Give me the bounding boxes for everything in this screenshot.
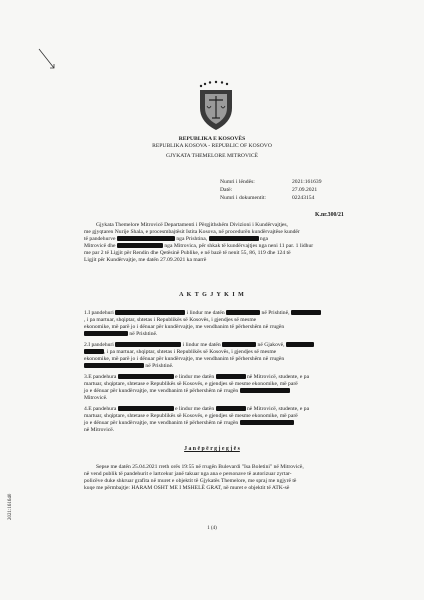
redaction-bar (117, 243, 163, 248)
accused-text: në Prishtinë. (145, 363, 174, 369)
case-number: K.nr.300/21 (315, 212, 344, 218)
accused-text: në Mitrovicë. (84, 427, 115, 433)
accused-text: ekonomike, më parë jo i dënuar për kundërvajtje, me vendbanim të përhershëm në rrugën (84, 324, 285, 330)
body-paragraph (84, 464, 344, 492)
redaction-bar (115, 342, 181, 347)
accused-label: 1.I pandehuri (84, 310, 114, 316)
meta-value: 02243154 (292, 195, 315, 201)
accused-text: në Prishtinë. (129, 331, 158, 337)
page-number: 1 (4) (207, 526, 217, 531)
guilty-title: J a n ë p ë r g j e g j ë s (184, 446, 240, 452)
accused-text: jo e dënuar për kundërvajtje, me vendbanim të përhershëm në rrugën (84, 388, 239, 394)
intro-line (84, 243, 344, 250)
redaction-bar (240, 388, 290, 393)
meta-value: 27.09.2021 (292, 187, 318, 193)
country-multilingual: REPUBLIKA KOSOVA - REPUBLIC OF KOSOVO (152, 143, 272, 149)
accused-text: martuar, shqiptare, shtetase e Republikës së Kosovës, e gjendjes së mesme ekonomike, më parë (84, 381, 298, 387)
intro-line (84, 236, 344, 243)
accused-text: në Prishtinë, (261, 310, 290, 316)
meta-value: 2021:161639 (292, 179, 322, 185)
accused-text: ekonomike, më parë jo i dënuar për kundërvajtje, me vendbanim të përhershëm në rrugën (84, 356, 285, 362)
redaction-bar (216, 406, 246, 411)
accused-text: i lindur me datën (182, 342, 221, 348)
redaction-bar (84, 349, 104, 354)
accused-entry (84, 374, 344, 402)
accused-text: i lindur me datën (186, 310, 225, 316)
body-line: Sepse me datën 25.04.2021 rreth orës 19:55 në rrugën Bulevardi "Isa Boletini" në Mitrovicë, (96, 464, 304, 470)
accused-text: në Mitrovicë, studente, e pa (246, 374, 310, 380)
intro-line: me par 2 të Ligjit për Rendin dhe Qetësinë Publike, e në bazë të nenit 55, 86, 119 dhe 124 të (84, 250, 291, 256)
accused-text: jo e dënuar për kundërvajtje, me vendbanim të përhershëm në rrugën (84, 420, 239, 426)
intro-paragraph (84, 222, 344, 264)
intro-text: nga Mitrovica, për shkak të kundërvajtjes nga neni 11 par. 1 lidhur (164, 243, 314, 249)
redaction-bar (115, 310, 185, 315)
intro-line: me gjyqtaren Nurije Shala, e procesmbajtësit Istita Kosova, në procedurën kundërvajtëse kundër (84, 229, 300, 235)
check-mark-icon (38, 48, 56, 70)
accused-entry (84, 310, 344, 338)
accused-label: 3.E pandehura (84, 374, 117, 380)
redaction-bar (84, 363, 144, 368)
intro-text: nga (259, 236, 268, 242)
redaction-bar (286, 342, 314, 347)
redaction-bar (84, 331, 128, 336)
accused-entry (84, 406, 344, 434)
redaction-bar (226, 310, 260, 315)
accused-text: në Gjakovë, (257, 342, 285, 348)
accused-text: Mitrovicë. (84, 395, 108, 401)
body-line: në vend publik të pandehurit e lartcekur janë takuar nga ana e personave të autorizuar zyrtar- (84, 471, 292, 477)
accused-label: 4.E pandehura (84, 406, 117, 412)
redaction-bar (240, 420, 294, 425)
intro-line: Ligjit për Kundërvajtje, me datën 27.09.2021 ka marrë (84, 257, 207, 263)
court-name: GJYKATA THEMELORE MITROVICË (165, 153, 259, 159)
intro-text: nga Prishtina, (176, 236, 208, 242)
meta-label: Datë: (220, 187, 233, 193)
accused-text: e lindur me datën (175, 406, 215, 412)
case-metadata (220, 178, 328, 202)
redaction-bar (117, 236, 175, 241)
intro-text: të pandehurve (84, 236, 116, 242)
meta-label: Numri i dokumentit: (220, 195, 266, 201)
redaction-bar (222, 342, 256, 347)
meta-label: Numri i lëndës: (220, 179, 255, 185)
intro-line: Gjykata Themelore Mitrovicë Departamenti i Përgjithshëm Divizioni i Kundërvajtjes, (96, 222, 288, 228)
accused-text: , i pa martuar, shqiptar, shtetas i Republikës së Kosovës, i gjendjes së mesme (104, 349, 277, 355)
accused-label: 2.I pandehuri (84, 342, 114, 348)
redaction-bar (209, 236, 259, 241)
verdict-title: A K T G J Y K I M (179, 292, 245, 298)
country-title: REPUBLIKA E KOSOVËS (178, 136, 246, 142)
intro-text: Mitrovicë dhe (84, 243, 116, 249)
redaction-bar (291, 310, 321, 315)
accused-text: e lindur me datën (175, 374, 215, 380)
redaction-bar (216, 374, 246, 379)
body-line: kuqe me përmbajtje: HARAM OSHT ME I MSHELË GRAT, në muret e objektit të ATK-së (84, 485, 290, 491)
accused-text: martuar, shqiptare, shtetase e Republikës së Kosovës, e gjendjes së mesme ekonomike, më parë (84, 413, 298, 419)
side-document-id: 2021:161640 (8, 493, 13, 520)
accused-text: , i pa martuar, shqiptar, shtetas i Republikës së Kosovës, i gjendjes së mesme (84, 317, 257, 323)
coat-of-arms-icon (196, 80, 236, 132)
redaction-bar (118, 374, 174, 379)
accused-text: në Mitrovicë, studente, e pa (246, 406, 310, 412)
body-line: policëve duke shkruar grafita në muret e objektit të Gjykatës Themelore, me spraj me ngjyrë të (84, 478, 297, 484)
redaction-bar (118, 406, 174, 411)
accused-entry (84, 342, 344, 370)
